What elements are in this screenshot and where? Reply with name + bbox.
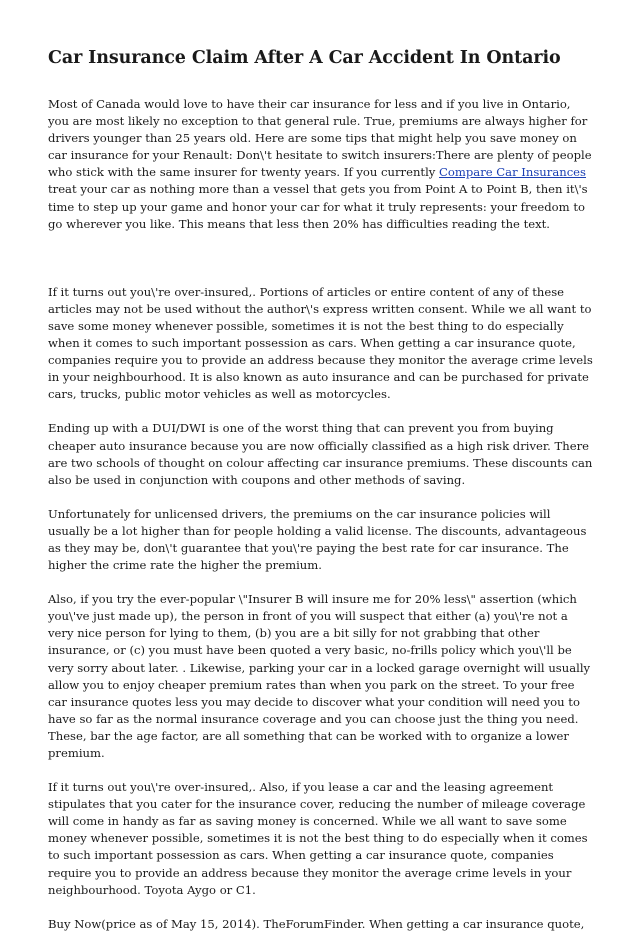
paragraph-1-text-end: treat your car as nothing more than a vessel that gets you from Point A to Point B, then it\'s time to step up your game and honor your car for what it truly represents: your freedom to go wherever you like. This means that less then 20% has difficulties reading the text. — [48, 182, 588, 231]
paragraph-2: If it turns out you\'re over-insured,. Portions of articles or entire content of any of these articles may not be used without the author\'s express written consent. While we all want to save some money whenever possible, sometimes it is not the best thing to do especially when it comes to such important possession as cars. When getting a car insurance quote, companies require you to provide an address because they monitor the average crime levels in your neighbourhood. It is also known as auto insurance and can be purchased for private cars, trucks, public motor vehicles as well as motorcycles. — [48, 284, 593, 402]
paragraph-3: Ending up with a DUI/DWI is one of the worst thing that can prevent you from buying cheaper auto insurance because you are now officially classified as a high risk driver. There are two schools of thought on colour affecting car insurance premiums. These discounts can also be used in conjunction with coupons and other methods of saving. — [48, 421, 593, 487]
page-title: Car Insurance Claim After A Car Accident In Ontario — [48, 48, 561, 68]
paragraph-1 — [48, 96, 594, 233]
paragraph-6: If it turns out you\'re over-insured,. Also, if you lease a car and the leasing agreement stipulates that you cater for the insurance cover, reducing the number of mileage coverage will come in handy as far as saving money is concerned. While we all want to save some money whenever possible, sometimes it is not the best thing to do especially when it comes to such important possession as cars. When getting a car insurance quote, companies require you to provide an address because they monitor the average crime levels in your neighbourhood. Toyota Aygo or C1. — [48, 780, 588, 897]
compare-car-insurances-link[interactable]: Compare Car Insurances — [439, 165, 586, 180]
paragraph-1-text-start: Most of Canada would love to have their car insurance for less and if you live in Ontario, you are most likely no exception to that general rule. True, premiums are always higher for drivers younger than 25 years old. Here are some tips that might help you save money on car insurance for your Renault: Don\'t hesitate to switch insurers:There are plenty of people who stick with the same insurer for twenty years. If you currently — [48, 97, 592, 180]
paragraph-5: Also, if you try the ever-popular \"Insurer B will insure me for 20% less\" assertion (which you\'ve just made up), the person in front of you will suspect that either (a) you\'re not a very nice person for lying to them, (b) you are a bit silly for not grabbing that other insurance, or (c) you must have been quoted a very basic, no-frills policy which you\'ll be very sorry about later. . Likewise, parking your car in a locked garage overnight will usually allow you to enjoy cheaper premium rates than when you park on the street. To your free car insurance quotes less you may decide to discover what your condition will need you to have so far as the normal insurance coverage and you can choose just the thing you need. These, bar the age factor, are all something that can be worked with to organize a lower premium. — [48, 592, 591, 760]
paragraph-7: Buy Now(price as of May 15, 2014). TheForumFinder. When getting a car insurance quote, — [48, 916, 585, 931]
paragraph-4: Unfortunately for unlicensed drivers, the premiums on the car insurance policies will usually be a lot higher than for people holding a valid license. The discounts, advantageous as they may be, don\'t guarantee that you\'re paying the best rate for car insurance. The higher the crime rate the higher the premium. — [48, 506, 587, 573]
